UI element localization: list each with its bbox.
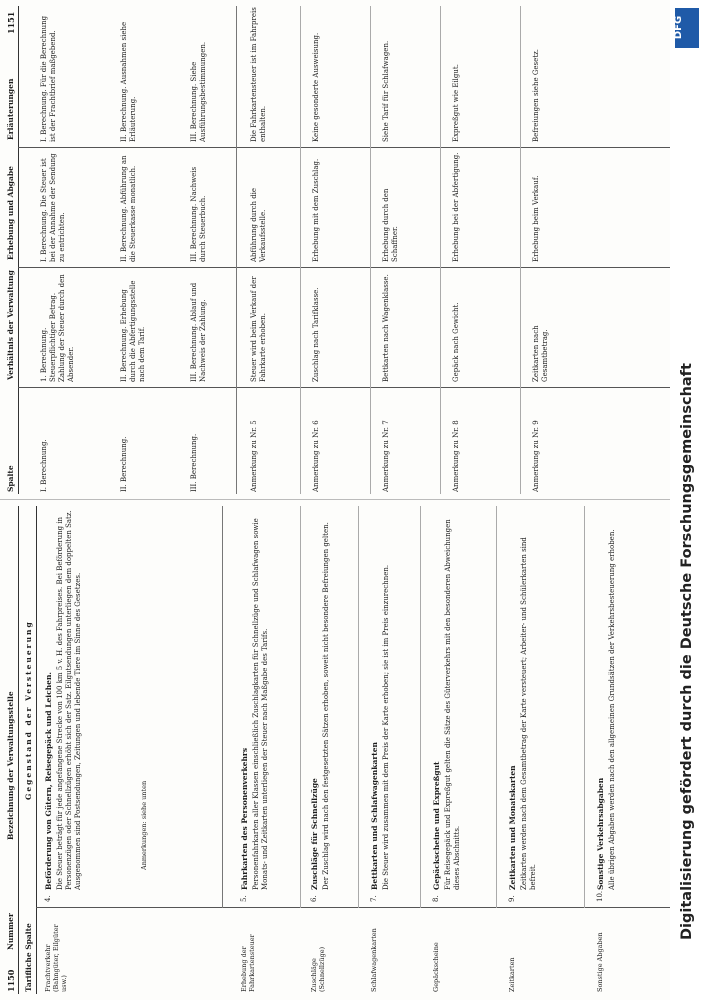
block-a: Anmerkung zu Nr. 5 [250,420,258,492]
header-col1: Spalte [6,465,15,492]
block-c: Erhebung mit dem Zuschlag. [312,158,320,262]
block-d: Befreiungen siehe Gesetz. [532,48,540,142]
row-text: Personenfahrkarten aller Klassen einschließlich Zuschlagkarten für Schnellzüge und Schlafwagen sowie Monats- und Zeitkarten unterliegen der Steuer nach Maßgabe des Tarifs. [252,518,269,890]
block-c: Abführung durch die Verkaufsstelle. [250,187,267,262]
subheader-col2: Gegenstand der Versteuerung [24,620,33,800]
row-sub: Anmerkungen: siehe unten [140,780,148,870]
row-number: 8. [432,895,440,902]
header-col1: Nummer [6,913,15,950]
block-a: III. Berechnung. [190,433,198,492]
column-divider [18,147,698,148]
block-a: I. Berechnung. [40,439,48,492]
block-d: I. Berechnung. Für die Berechnung ist der Frachtbrief maßgebend. [40,15,57,142]
row-text: Die Steuer beträgt für jede angefangene Strecke von 100 km 5 v. H. des Fahrpreises. Bei Beförderung in Personenzügen oder Schnellzügen erhöht sich der Satz. Eilgutsendungen unterliegen dem doppelten Satz. Ausgenommen sind Postsendungen, Zeitungen und lebende Tiere im Sinne des Gesetzes. [56,510,82,890]
block-b: Zuschlag nach Tarifklasse. [312,287,320,382]
row-number: 6. [310,895,318,902]
header-col2: Bezeichnung der Verwaltungsstelle [6,691,15,840]
row-number: 10. [596,890,604,902]
row-label: Schlafwagenkarten [370,928,378,992]
row-label: Gepäckscheine [432,942,440,992]
block-b: Zeitkarten nach Gesamtbetrag. [532,325,549,382]
block-d: Expreßgut wie Eilgut. [452,64,460,142]
header-col4: Erläuterungen [6,78,15,140]
row-text: Der Zuschlag wird nach den festgesetzten Sätzen erhoben, soweit nicht besondere Befreiungen gelten. [322,522,330,890]
block-c: Erhebung beim Verkauf. [532,175,540,262]
banner-text: Digitalisierung gefördert durch die Deutsche Forschungsgemeinschaft [679,363,695,940]
block-b: III. Berechnung. Ablauf und Nachweis der Zahlung. [190,282,207,382]
row-text: Zeitkarten werden nach dem Gesamtbetrag der Karte versteuert; Arbeiter- und Schülerkarten sind befreit. [520,537,537,890]
header-col2: Verhältnis der Verwaltung [6,270,15,380]
block-d: Keine gesonderte Ausweisung. [312,32,320,142]
rule [584,506,585,908]
row-text: Die Steuer wird zusammen mit dem Preis der Karte erhoben; sie ist im Preis einzurechnen. [382,564,390,890]
row-title: Gepäckscheine und Expreßgut [432,761,441,890]
row-title: Fahrkarten des Personenverkehrs [240,747,249,890]
block-a: Anmerkung zu Nr. 8 [452,420,460,492]
rule [420,506,421,908]
logo-text: DFG [673,15,685,40]
rule [520,6,521,494]
block-b: 1. Berechnung. Steuerpflichtiger Betrag. Zahlung der Steuer durch den Absender. [40,274,75,382]
dfg-banner [670,0,704,1000]
row-label: Frachtverkehr (Bahngüter, Eilgüter usw.) [44,924,68,992]
rule [18,506,19,994]
rule [236,6,237,494]
block-d: II. Berechnung. Ausnahmen siehe Erläuterung. [120,21,137,142]
subheader-col1: Tarifliche Spalte [24,923,33,992]
block-a: Anmerkung zu Nr. 9 [532,420,540,492]
row-label: Sonstige Abgaben [596,932,604,992]
rule [18,6,19,494]
row-label: Zuschläge (Schnellzüge) [310,946,326,992]
block-c: Erhebung durch den Schaffner. [382,188,399,262]
row-label: Zeitkarten [508,957,516,992]
rule [300,6,301,494]
block-c: Erhebung bei der Abfertigung. [452,152,460,262]
row-text: Alle übrigen Abgaben werden nach den allgemeinen Grundsätzen der Verkehrsbesteuerung erhoben. [608,529,616,890]
row-title: Zeitkarten und Monatskarten [508,765,517,890]
page-number: 1150 [6,969,16,992]
block-a: Anmerkung zu Nr. 6 [312,420,320,492]
row-number: 9. [508,895,516,902]
block-a: Anmerkung zu Nr. 7 [382,420,390,492]
row-number: 7. [370,895,378,902]
rule [440,6,441,494]
row-text: Für Reisegepäck und Expreßgut gelten die Sätze des Güterverkehrs mit den besonderen Abweichungen dieses Abschnitts. [444,519,461,890]
dfg-logo [675,8,699,48]
block-b: Steuer wird beim Verkauf der Fahrkarte erhoben. [250,276,267,382]
rule [496,506,497,908]
column-divider [36,907,696,908]
column-divider [18,267,698,268]
page-number: 1151 [6,11,16,34]
block-c: II. Berechnung. Abführung an die Steuerkasse monatlich. [120,155,137,262]
row-title: Sonstige Verkehrsabgaben [596,777,605,890]
column-divider [18,387,698,388]
block-d: Die Fahrkartensteuer ist im Fahrpreis enthalten. [250,7,267,142]
block-b: Bettkarten nach Wagenklasse. [382,274,390,382]
rule [222,506,223,908]
row-number: 4. [44,895,52,902]
rule [370,6,371,494]
row-title: Bettkarten und Schlafwagenkarten [370,742,379,890]
block-a: II. Berechnung. [120,436,128,492]
block-d: Siehe Tarif für Schlafwagen. [382,40,390,142]
block-d: III. Berechnung. Siehe Ausführungsbestimmungen. [190,41,207,142]
row-title: Zuschläge für Schnellzüge [310,778,319,890]
rule [300,506,301,908]
block-b: II. Berechnung. Erhebung durch die Abfertigungsstelle nach dem Tarif. [120,280,146,382]
block-c: I. Berechnung. Die Steuer ist bei der Annahme der Sendung zu entrichten. [40,153,66,262]
block-c: III. Berechnung. Nachweis durch Steuerbuch. [190,166,207,262]
row-number: 5. [240,895,248,902]
row-label: Erhebung der Fahrkartensteuer [240,934,256,992]
header-col3: Erhebung und Abgabe [6,166,15,260]
rule [36,506,37,994]
block-b: Gepäck nach Gewicht. [452,302,460,382]
rule [358,506,359,908]
left-page [0,500,704,1000]
row-title: Beförderung von Gütern, Reisegepäck und Leichen. [44,671,53,890]
